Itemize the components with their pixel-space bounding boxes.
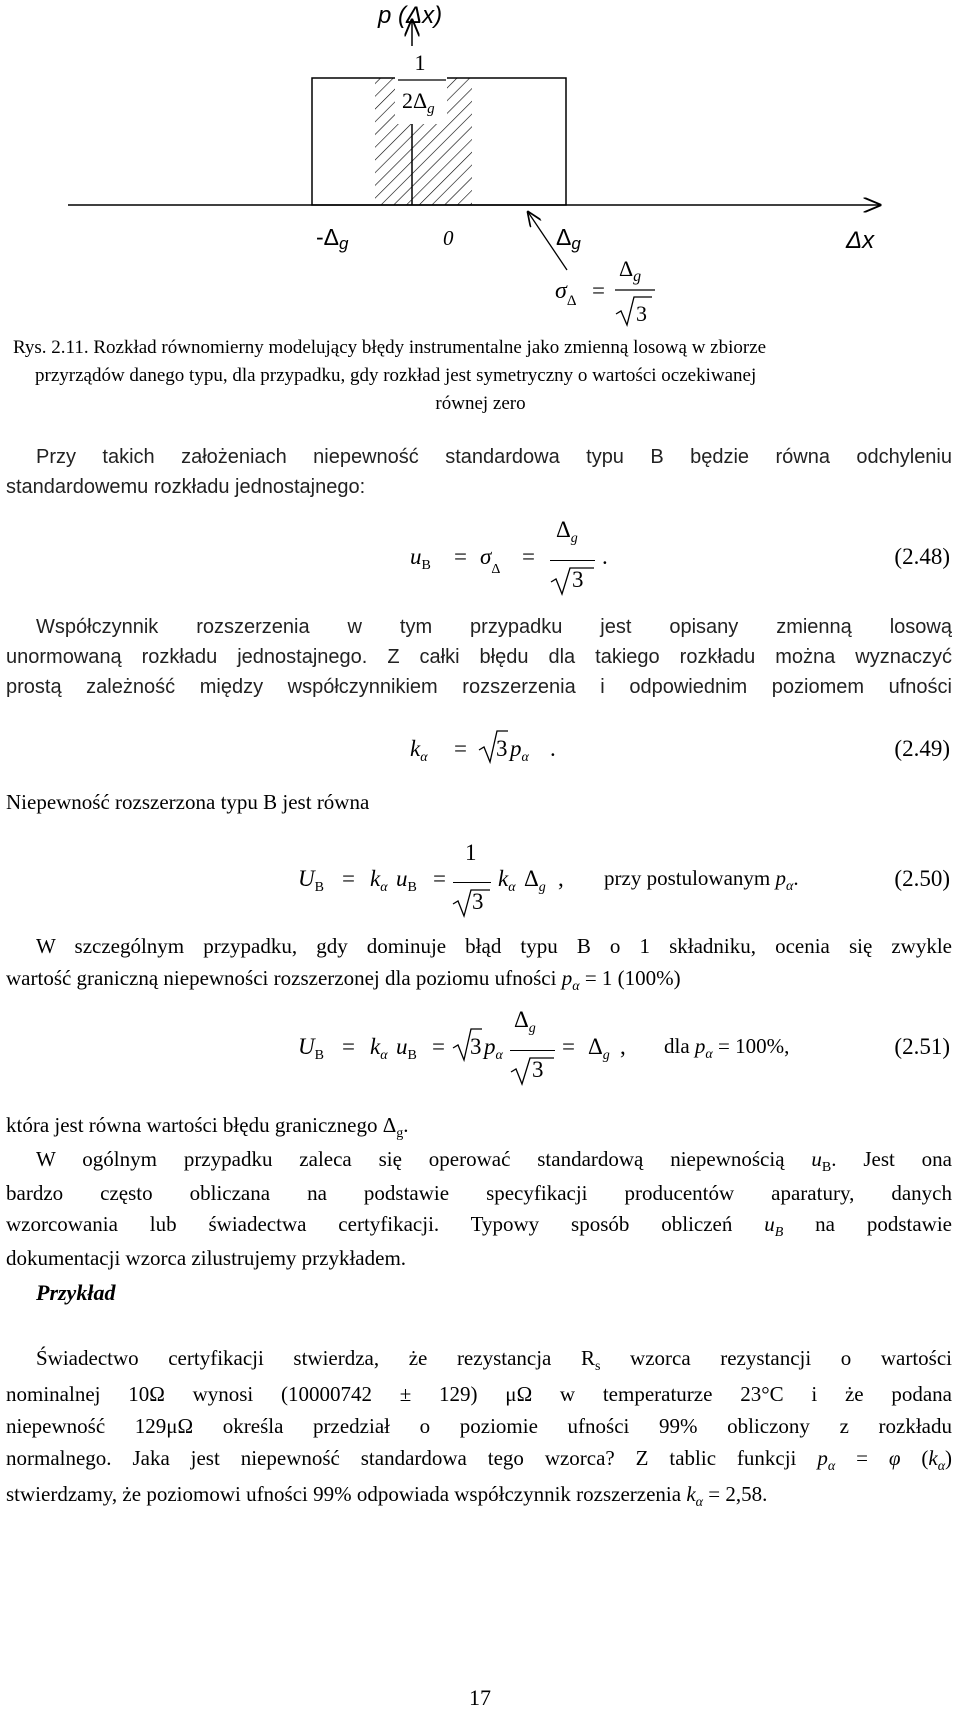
eq249-k: $k_\alpha$ [410, 736, 428, 765]
paragraph-general-case [6, 1110, 952, 1274]
para5-line-1: która jest równa wartości błędu granicznego $\Delta_g$. [6, 1113, 409, 1141]
caption-line-2: przyrządów danego typu, dla przypadku, gdy rozkład jest symetryczny o wartości oczekiwanej [35, 365, 757, 386]
neg-delta-label: -Δg [316, 224, 349, 253]
eq251-k: $k_\alpha$ [370, 1034, 388, 1063]
eq248-number: (2.48) [894, 544, 950, 569]
eq250-denominator: 3 [472, 889, 484, 914]
para2-line-3: prostą zależność między współczynnikiem rozszerzenia i odpowiednim poziomem ufności [6, 676, 952, 698]
eq251-p: $p_\alpha$ [484, 1034, 503, 1063]
paragraph-coefficient [6, 612, 952, 702]
para1-line-1: Przy takich założeniach niepewność standardowa typu B będzie równa odchyleniu [36, 446, 952, 468]
para6-line-2: nominalnej 10Ω wynosi (10000742 ± 129) μΩ w temperaturze 23°C i że podana [6, 1382, 952, 1406]
equation-2-50 [298, 842, 950, 922]
paragraph-special-case [6, 930, 952, 998]
eq250-k: $k_\alpha$ [370, 866, 388, 895]
paragraph-intro [6, 442, 952, 502]
eq251-equals-1: = [342, 1034, 355, 1059]
eq250-fraction-bar [453, 882, 491, 883]
figure-caption [13, 334, 948, 418]
equation-2-51 [298, 1007, 950, 1090]
paragraph-expanded-uncertainty: Niepewność rozszerzona typu B jest równa [6, 790, 370, 814]
para5-line-3: bardzo często obliczana na podstawie specyfikacji producentów aparatury, danych [6, 1181, 952, 1205]
equation-2-48 [410, 517, 950, 600]
eq250-u: $u_B$ [396, 866, 417, 895]
eq248-period: . [602, 544, 608, 569]
x-axis-label: Δx [846, 227, 875, 254]
eq249-equals: = [454, 736, 467, 761]
eq248-u: $u_B$ [410, 544, 431, 573]
para4-line-2: wartość graniczną niepewności rozszerzonej dla poziomu ufności $p_\alpha = 1$ (100%) [6, 966, 681, 994]
eq249-root-value: 3 [496, 736, 508, 761]
eq251-root-value: 3 [470, 1034, 482, 1059]
para2-line-2: unormowaną rozkładu jednostajnego. Z całki błędu dla takiego rozkładu można wyznaczyć [6, 646, 952, 668]
eq251-equals-2: = [432, 1034, 445, 1059]
eq249-p: $p_\alpha$ [510, 736, 529, 765]
y-axis-label: p (Δx) [378, 2, 443, 29]
equation-2-49 [410, 728, 950, 774]
eq250-number: (2.50) [894, 866, 950, 891]
zero-label: 0 [443, 226, 454, 250]
eq249-period: . [550, 736, 556, 761]
eq250-k2: $k_\alpha$ [498, 866, 516, 895]
eq249-number: (2.49) [894, 736, 950, 761]
eq248-denominator: 3 [572, 567, 584, 592]
eq250-text: przy postulowanym $p_\alpha$. [604, 866, 799, 894]
eq248-sigma: $\sigma_\Delta$ [480, 544, 501, 577]
example-heading: Przykład [36, 1280, 116, 1305]
eq251-u: $u_B$ [396, 1034, 417, 1063]
eq248-equals-2: = [522, 544, 535, 569]
para2-line-1: Współczynnik rozszerzenia w tym przypadku jest opisany zmienną losową [36, 616, 952, 638]
eq251-equals-3: = [562, 1034, 575, 1059]
eq250-comma: , [558, 866, 564, 891]
para5-line-4: wzorcowania lub świadectwa certyfikacji. Typowy sposób obliczeń $u_B$ na podstawie [6, 1212, 952, 1240]
eq251-number: (2.51) [894, 1034, 950, 1059]
para6-line-1: Świadectwo certyfikacji stwierdza, że rezystancja $R_s$ wzorca rezystancji o wartości [36, 1346, 953, 1374]
eq250-numerator: 1 [465, 840, 477, 865]
eq251-comma: , [620, 1034, 626, 1059]
eq248-fraction-bar [550, 560, 595, 561]
sigma-numerator: $\Delta_g$ [619, 256, 642, 285]
para6-line-3: niepewność 129μΩ określa przedział o poziomie ufności 99% obliczony z rozkładu [6, 1414, 952, 1438]
uniform-distribution-figure [0, 0, 960, 330]
paragraph-example [6, 1342, 952, 1514]
caption-line-3: równej zero [435, 393, 526, 414]
eq251-denominator: 3 [532, 1057, 544, 1082]
eq250-delta: $\Delta_g$ [524, 866, 546, 895]
para4-line-1: W szczególnym przypadku, gdy dominuje błąd typu B o 1 składniku, ocenia się zwykle [36, 934, 952, 958]
sigma-equals: = [592, 278, 605, 303]
eq251-numerator: $\Delta_g$ [514, 1007, 536, 1036]
eq250-equals-1: = [342, 866, 355, 891]
height-label-numerator: 1 [414, 50, 426, 75]
eq251-text: dla $p_\alpha = 100\%$, [664, 1034, 790, 1062]
eq250-equals-2: = [433, 866, 446, 891]
eq251-fraction-bar [510, 1050, 555, 1051]
caption-line-1: Rys. 2.11. Rozkład równomierny modelujący błędy instrumentalne jako zmienną losową w zbiorze [13, 337, 767, 358]
eq248-numerator: $\Delta_g$ [556, 517, 578, 546]
para5-line-5: dokumentacji wzorca zilustrujemy przykładem. [6, 1246, 407, 1270]
page-number: 17 [469, 1685, 491, 1710]
para6-line-4: normalnego. Jaka jest niepewność standardowa tego wzorca? Z tablic funkcji $p_\alpha = \varphi$ $(k_\alpha)$ [6, 1446, 953, 1474]
height-label-denominator: $2\Delta_g$ [402, 88, 435, 117]
para6-line-5: stwierdzamy, że poziomowi ufności 99% odpowiada współczynnik rozszerzenia $k_\alpha = 2,58$. [6, 1482, 768, 1510]
sigma-denominator: 3 [636, 301, 647, 326]
eq250-U: $U_B$ [298, 866, 324, 895]
eq251-U: $U_B$ [298, 1034, 324, 1063]
sigma-label: $\sigma_\Delta$ [555, 278, 577, 309]
para1-line-2: standardowemu rozkładu jednostajnego: [6, 476, 366, 498]
eq251-delta: $\Delta_g$ [588, 1034, 610, 1063]
para5-line-2: W ogólnym przypadku zaleca się operować standardową niepewnością $u_B$. Jest ona [36, 1147, 952, 1175]
eq248-equals-1: = [454, 544, 467, 569]
pos-delta-label: Δg [556, 224, 581, 253]
